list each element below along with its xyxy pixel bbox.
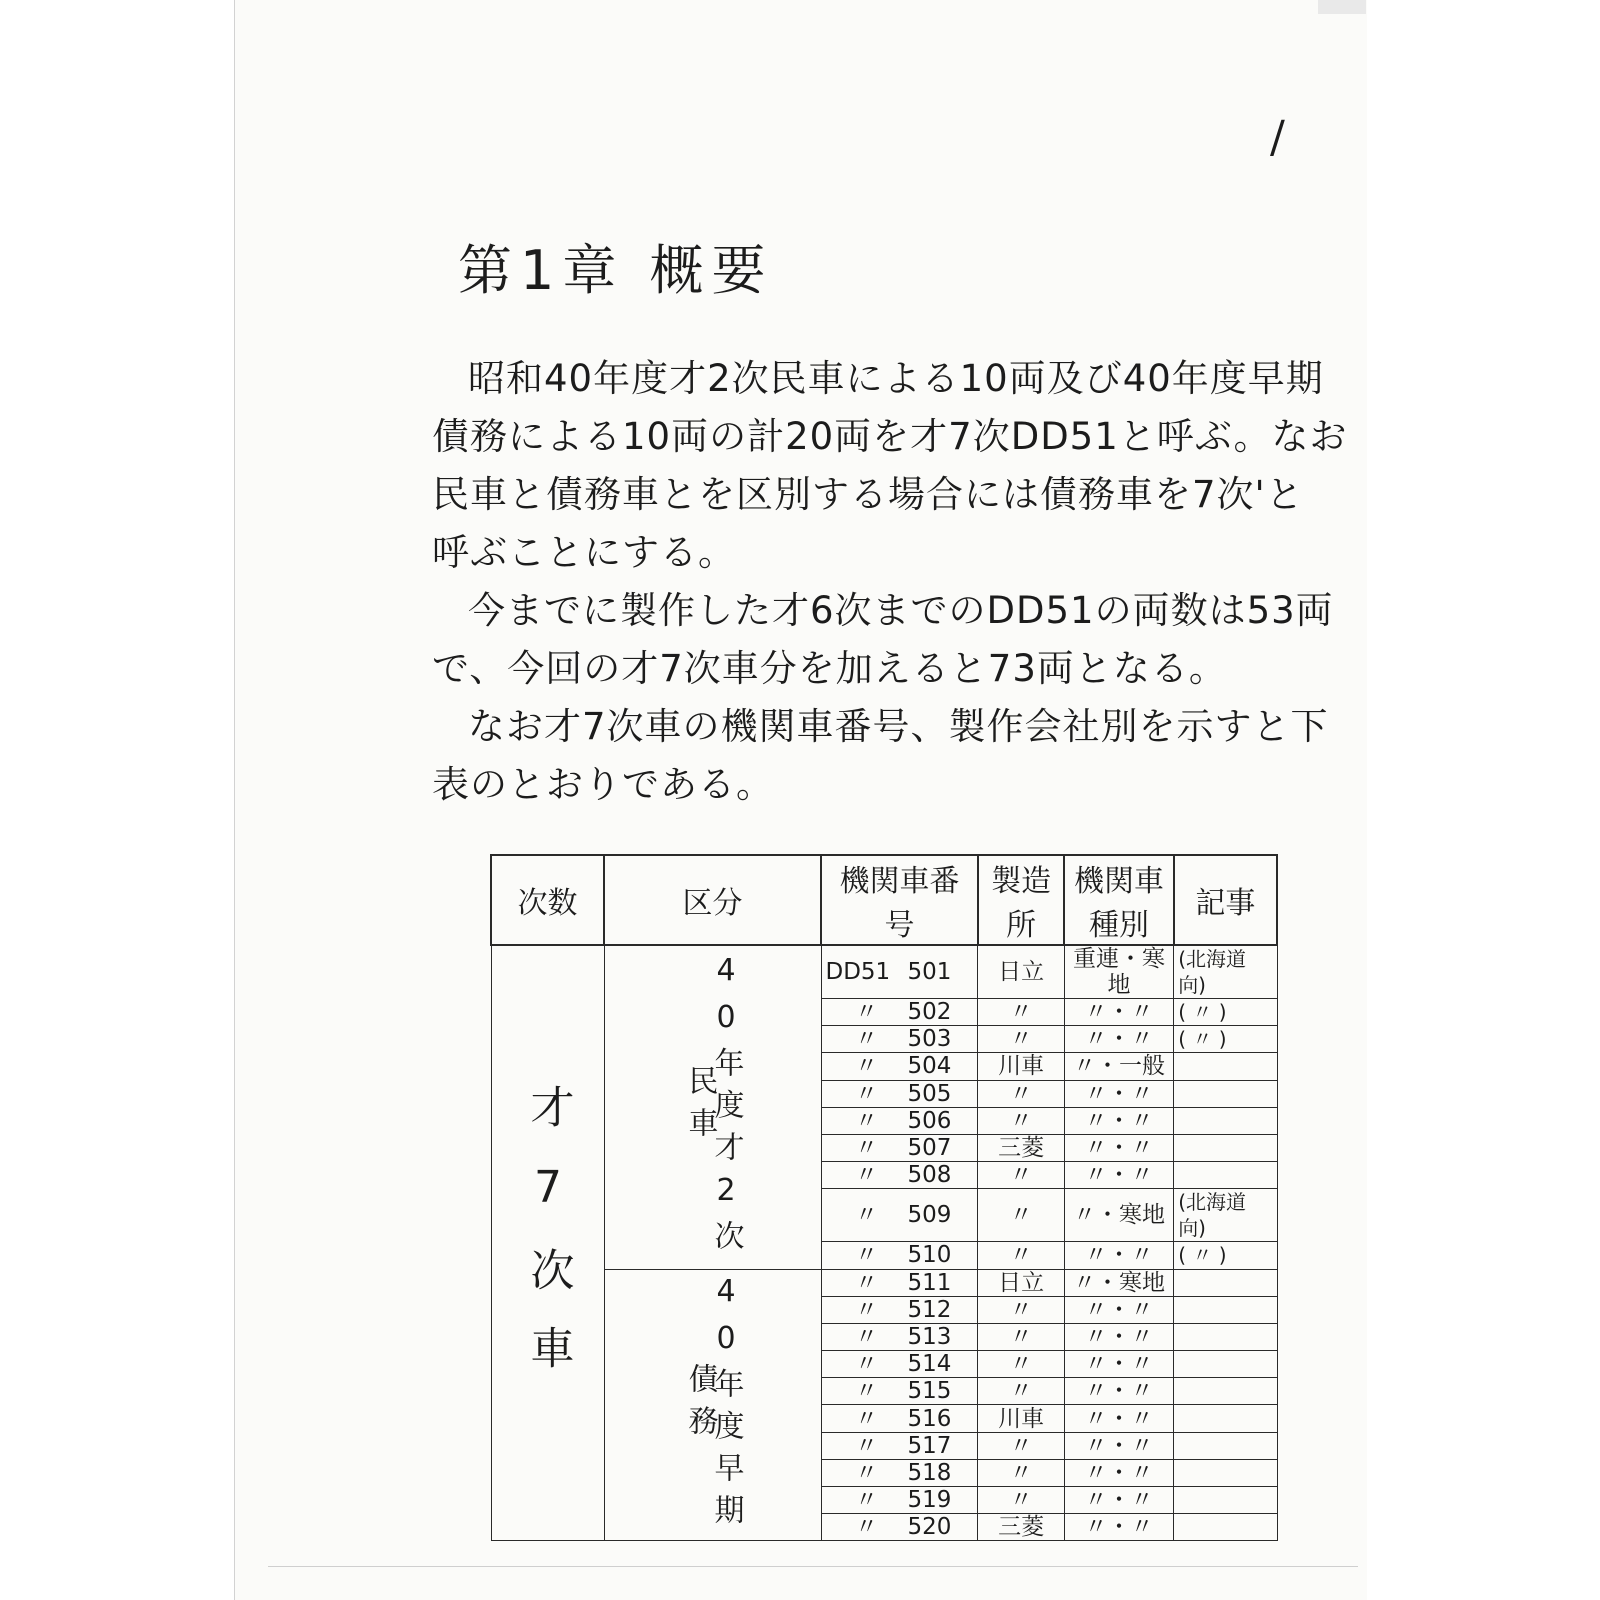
series-label: 〃 — [855, 1378, 878, 1405]
header-cell: 次数 — [491, 855, 604, 945]
type-cell: 〃・寒地 — [1064, 1189, 1173, 1242]
maker-cell: 〃 — [978, 1080, 1064, 1107]
paragraph-line: 民車と債務車とを区別する場合には債務車を7次'と — [432, 473, 1304, 516]
locomotive-number-cell — [821, 1487, 978, 1514]
body-text — [432, 350, 1348, 814]
maker-cell: 日立 — [978, 945, 1064, 999]
type-cell: 〃・〃 — [1064, 1242, 1173, 1269]
header-cell: 製造所 — [978, 855, 1064, 945]
maker-cell: 〃 — [978, 1459, 1064, 1486]
maker-cell: 〃 — [978, 1107, 1064, 1134]
number-label: 506 — [907, 1107, 952, 1134]
maker-cell: 〃 — [978, 1351, 1064, 1378]
maker-cell: 〃 — [978, 1162, 1064, 1189]
number-label: 508 — [907, 1162, 952, 1189]
locomotive-number-cell — [821, 1351, 978, 1378]
note-cell — [1174, 1107, 1277, 1134]
type-cell: 〃・〃 — [1064, 1487, 1173, 1514]
locomotive-number-cell — [821, 1269, 978, 1296]
note-cell — [1174, 1296, 1277, 1323]
maker-cell: 三菱 — [978, 1134, 1064, 1161]
page-number: / — [1270, 112, 1285, 163]
maker-cell: 川車 — [978, 1053, 1064, 1080]
type-cell: 〃・〃 — [1064, 1107, 1173, 1134]
series-label: 〃 — [855, 1162, 878, 1189]
note-cell — [1174, 1432, 1277, 1459]
header-cell: 記事 — [1174, 855, 1277, 945]
chapter-title: 第1章 概要 — [458, 239, 774, 302]
group-label-cell: 才7次車 — [491, 945, 604, 1541]
note-cell: ( 〃 ) — [1174, 1242, 1277, 1269]
table-body — [491, 945, 1277, 1541]
paper-corner — [1318, 0, 1366, 14]
number-label: 502 — [907, 999, 952, 1026]
number-label: 519 — [907, 1487, 952, 1514]
type-cell: 〃・〃 — [1064, 1432, 1173, 1459]
locomotive-table — [490, 854, 1278, 1541]
type-cell: 〃・〃 — [1064, 1323, 1173, 1350]
number-label: 503 — [907, 1026, 952, 1053]
number-label: 510 — [907, 1242, 952, 1269]
division-cell: 40年度才2次民車 — [604, 945, 821, 1269]
maker-cell: 〃 — [978, 1378, 1064, 1405]
locomotive-number-cell — [821, 1432, 978, 1459]
locomotive-number-cell — [821, 1405, 978, 1432]
note-cell: ( 〃 ) — [1174, 1026, 1277, 1053]
maker-cell: 〃 — [978, 999, 1064, 1026]
paragraph-line: 呼ぶことにする。 — [432, 531, 736, 574]
number-label: 512 — [907, 1296, 952, 1323]
note-cell: (北海道向) — [1174, 945, 1277, 999]
note-cell — [1174, 1323, 1277, 1350]
series-label: 〃 — [855, 1107, 878, 1134]
maker-cell: 〃 — [978, 1432, 1064, 1459]
paragraph-line: 表のとおりである。 — [432, 763, 774, 806]
series-label: 〃 — [855, 1351, 878, 1378]
series-label: 〃 — [855, 1296, 878, 1323]
number-label: 501 — [907, 959, 952, 985]
series-label: 〃 — [855, 1242, 878, 1269]
number-label: 509 — [907, 1202, 952, 1229]
note-cell — [1174, 1269, 1277, 1296]
number-label: 507 — [907, 1135, 952, 1162]
series-label: 〃 — [855, 1202, 878, 1229]
note-cell — [1174, 1351, 1277, 1378]
series-label: 〃 — [855, 1053, 878, 1080]
locomotive-number-cell — [821, 1296, 978, 1323]
note-cell: ( 〃 ) — [1174, 999, 1277, 1026]
locomotive-number-cell — [821, 1242, 978, 1269]
type-cell: 〃・〃 — [1064, 1378, 1173, 1405]
maker-cell: 〃 — [978, 1026, 1064, 1053]
number-label: 517 — [907, 1432, 952, 1459]
note-cell — [1174, 1514, 1277, 1541]
series-label: DD51 — [825, 959, 891, 985]
type-cell: 〃・〃 — [1064, 1514, 1173, 1541]
header-cell: 機関車番号 — [821, 855, 978, 945]
number-label: 518 — [907, 1459, 952, 1486]
type-cell: 〃・〃 — [1064, 1080, 1173, 1107]
type-cell: 重連・寒地 — [1064, 945, 1173, 999]
paragraph-line: 債務による10両の計20両を才7次DD51と呼ぶ。なお — [432, 415, 1348, 458]
division-cell: 40年度早期債務 — [604, 1269, 821, 1541]
locomotive-number-cell — [821, 1514, 978, 1541]
note-cell: (北海道向) — [1174, 1189, 1277, 1242]
type-cell: 〃・〃 — [1064, 1351, 1173, 1378]
note-cell — [1174, 1134, 1277, 1161]
locomotive-number-cell — [821, 1459, 978, 1486]
number-label: 504 — [907, 1053, 952, 1080]
maker-cell: 〃 — [978, 1296, 1064, 1323]
locomotive-number-cell — [821, 1080, 978, 1107]
header-cell: 区分 — [604, 855, 821, 945]
series-label: 〃 — [855, 1080, 878, 1107]
maker-cell: 日立 — [978, 1269, 1064, 1296]
paragraph-line: で、今回の才7次車分を加えると73両となる。 — [432, 647, 1227, 690]
paragraph-line: 今までに製作した才6次までのDD51の両数は53両 — [468, 589, 1334, 632]
locomotive-number-cell — [821, 1189, 978, 1242]
note-cell — [1174, 1378, 1277, 1405]
table-header-row — [491, 855, 1277, 945]
note-cell — [1174, 1405, 1277, 1432]
type-cell: 〃・〃 — [1064, 1459, 1173, 1486]
series-label: 〃 — [855, 1487, 878, 1514]
paragraph-line: 昭和40年度才2次民車による10両及び40年度早期 — [468, 357, 1324, 400]
locomotive-number-cell — [821, 945, 978, 999]
type-cell: 〃・〃 — [1064, 1026, 1173, 1053]
locomotive-number-cell — [821, 999, 978, 1026]
bottom-rule — [268, 1566, 1358, 1567]
number-label: 520 — [907, 1514, 952, 1541]
note-cell — [1174, 1080, 1277, 1107]
number-label: 514 — [907, 1351, 952, 1378]
locomotive-number-cell — [821, 1323, 978, 1350]
type-cell: 〃・寒地 — [1064, 1269, 1173, 1296]
note-cell — [1174, 1162, 1277, 1189]
locomotive-number-cell — [821, 1026, 978, 1053]
type-cell: 〃・〃 — [1064, 1134, 1173, 1161]
maker-cell: 川車 — [978, 1405, 1064, 1432]
series-label: 〃 — [855, 1135, 878, 1162]
maker-cell: 〃 — [978, 1242, 1064, 1269]
series-label: 〃 — [855, 1269, 878, 1296]
locomotive-number-cell — [821, 1053, 978, 1080]
note-cell — [1174, 1459, 1277, 1486]
paragraph-line: なお才7次車の機関車番号、製作会社別を示すと下 — [468, 705, 1329, 748]
table-row — [491, 945, 1277, 999]
number-label: 505 — [907, 1080, 952, 1107]
locomotive-number-cell — [821, 1378, 978, 1405]
note-cell — [1174, 1053, 1277, 1080]
type-cell: 〃・〃 — [1064, 1405, 1173, 1432]
note-cell — [1174, 1487, 1277, 1514]
type-cell: 〃・〃 — [1064, 1162, 1173, 1189]
series-label: 〃 — [855, 1514, 878, 1541]
header-cell: 機関車種別 — [1064, 855, 1173, 945]
maker-cell: 〃 — [978, 1189, 1064, 1242]
series-label: 〃 — [855, 1459, 878, 1486]
number-label: 513 — [907, 1323, 952, 1350]
number-label: 516 — [907, 1405, 952, 1432]
series-label: 〃 — [855, 999, 878, 1026]
series-label: 〃 — [855, 1432, 878, 1459]
number-label: 511 — [907, 1269, 952, 1296]
table-row — [491, 1269, 1277, 1296]
series-label: 〃 — [855, 1026, 878, 1053]
locomotive-number-cell — [821, 1107, 978, 1134]
maker-cell: 〃 — [978, 1323, 1064, 1350]
locomotive-number-cell — [821, 1162, 978, 1189]
series-label: 〃 — [855, 1323, 878, 1350]
number-label: 515 — [907, 1378, 952, 1405]
type-cell: 〃・一般 — [1064, 1053, 1173, 1080]
type-cell: 〃・〃 — [1064, 999, 1173, 1026]
series-label: 〃 — [855, 1405, 878, 1432]
maker-cell: 三菱 — [978, 1514, 1064, 1541]
locomotive-number-cell — [821, 1134, 978, 1161]
maker-cell: 〃 — [978, 1487, 1064, 1514]
type-cell: 〃・〃 — [1064, 1296, 1173, 1323]
